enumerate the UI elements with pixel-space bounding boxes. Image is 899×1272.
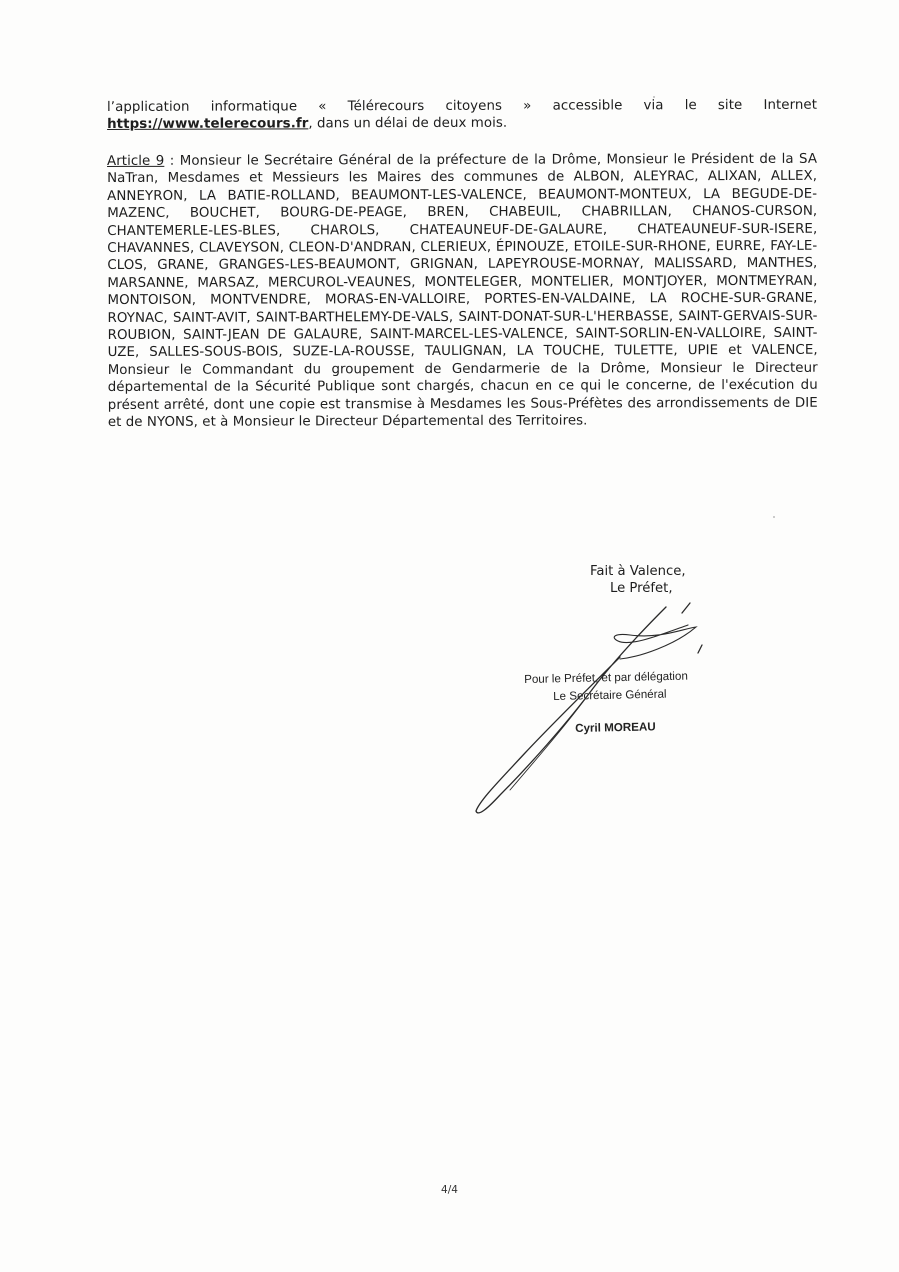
prefect-title: Le Préfet, — [610, 581, 673, 596]
handwritten-signature — [470, 595, 710, 820]
telerecours-link[interactable]: https://www.telerecours.fr — [107, 116, 309, 133]
article-9-paragraph — [107, 151, 818, 432]
appeal-paragraph — [107, 97, 817, 134]
place-of-signature: Fait à Valence, — [590, 564, 686, 579]
scan-speck — [773, 516, 775, 518]
appeal-text-after: , dans un délai de deux mois. — [308, 116, 508, 132]
appeal-text-before: l’application informatique « Télérecours citoyens » accessible via le site Internet — [107, 97, 818, 115]
signatory-role-stamp: Le Secrétaire Général — [553, 687, 667, 703]
page-number: 4/4 — [441, 1184, 458, 1196]
article-9-label: Article 9 — [107, 153, 165, 169]
delegation-stamp: Pour le Préfet, et par délégation — [524, 669, 688, 686]
article-9-body: : Monsieur le Secrétaire Général de la préfecture de la Drôme, Monsieur le Président de la SA NaTran, Mesdames et Messieurs les Maires des communes de ALBON, ALEYRAC, ALIXAN, ALLEX, ANNEYRON, LA BATIE-ROLLAND, BEAUMONT-LES-VALENCE, BEAUMONT-MONTEUX, LA BEGUDE-DE-MAZENC, BOUCHET, BOURG-DE-PEAGE, BREN, CHABEUIL, CHABRILLAN, CHANOS-CURSON, CHANTEMERLE-LES-BLES, CHAROLS, CHATEAUNEUF-DE-GALAURE, CHATEAUNEUF-SUR-ISERE, CHAVANNES, CLAVEYSON, CLEON-D'ANDRAN, CLERIEUX, ÉPINOUZE, ETOILE-SUR-RHONE, EURRE, FAY-LE-CLOS, GRANE, GRANGES-LES-BEAUMONT, GRIGNAN, LAPEYROUSE-MORNAY, MALISSARD, MANTHES, MARSANNE, MARSAZ, MERCUROL-VEAUNES, MONTELEGER, MONTELIER, MONTJOYER, MONTMEYRAN, MONTOISON, MONTVENDRE, MORAS-EN-VALLOIRE, PORTES-EN-VALDAINE, LA ROCHE-SUR-GRANE, ROYNAC, SAINT-AVIT, SAINT-BARTHELEMY-DE-VALS, SAINT-DONAT-SUR-L'HERBASSE, SAINT-GERVAIS-SUR-ROUBION, SAINT-JEAN DE GALAURE, SAINT-MARCEL-LES-VALENCE, SAINT-SORLIN-EN-VALLOIRE, SAINT-UZE, SALLES-SOUS-BOIS, SUZE-LA-ROUSSE, TAULIGNAN, LA TOUCHE, TULETTE, UPIE et VALENCE, Monsieur le Commandant du groupement de Gendarmerie de la Drôme, Monsieur le Directeur départemental de la Sécurité Publique sont chargés, chacun en ce qui le concerne, de l'exécution du présent arrêté, dont une copie est transmise à Mesdames les Sous-Préfètes des arrondissements de DIE et de NYONS, et à Monsieur le Directeur Départemental des Territoires. — [107, 151, 818, 431]
signatory-name-stamp: Cyril MOREAU — [575, 720, 656, 735]
